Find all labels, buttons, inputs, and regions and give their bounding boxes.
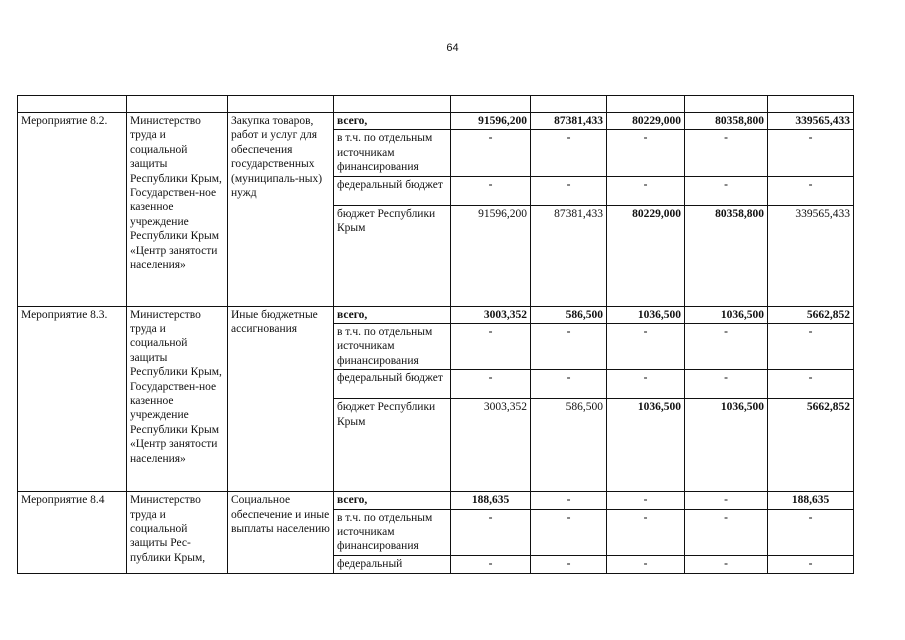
dash-cell: - [685, 492, 768, 509]
dash-cell: - [607, 509, 685, 555]
dash-cell: - [607, 176, 685, 205]
source-incl: в т.ч. по отдельным источникам финансирования [334, 509, 451, 555]
budget-table [17, 95, 854, 574]
source-federal: федеральный [334, 555, 451, 573]
table-row [18, 306, 854, 323]
amount-cell: 87381,433 [531, 205, 607, 306]
source-regional: бюджет Республики Крым [334, 399, 451, 492]
event-name: Мероприятие 8.4 [18, 492, 127, 574]
amount-cell: 1036,500 [607, 399, 685, 492]
header-cut-row [18, 96, 854, 113]
amount-cell: 5662,852 [768, 399, 854, 492]
dash-cell: - [685, 176, 768, 205]
expense-purpose: Закупка товаров, работ и услуг для обеспечения государственных (муниципаль-ных) нужд [228, 113, 334, 307]
event-name: Мероприятие 8.2. [18, 113, 127, 307]
source-incl: в т.ч. по отдельным источникам финансирования [334, 324, 451, 370]
dash-cell: - [685, 509, 768, 555]
source-regional: бюджет Республики Крым [334, 205, 451, 306]
dash-cell: - [685, 555, 768, 573]
executor: Министерство труда и социальной защиты Республики Крым, Государствен-ное казенное учреждение Республики Крым «Центр занятости населения» [127, 306, 228, 492]
amount-cell: 87381,433 [531, 113, 607, 130]
dash-cell: - [451, 370, 531, 399]
source-total: всего, [334, 306, 451, 323]
amount-cell: 91596,200 [451, 205, 531, 306]
dash-cell: - [451, 176, 531, 205]
amount-cell: 5662,852 [768, 306, 854, 323]
source-federal: федеральный бюджет [334, 176, 451, 205]
dash-cell: - [768, 130, 854, 176]
dash-cell: - [451, 130, 531, 176]
dash-cell: - [685, 130, 768, 176]
amount-cell: 188,635 [768, 492, 854, 509]
amount-cell: 1036,500 [607, 306, 685, 323]
amount-cell: 339565,433 [768, 113, 854, 130]
amount-cell: 1036,500 [685, 306, 768, 323]
executor: Министерство труда и социальной защиты Республики Крым, Государствен-ное казенное учреждение Республики Крым «Центр занятости населения» [127, 113, 228, 307]
dash-cell: - [451, 555, 531, 573]
event-name: Мероприятие 8.3. [18, 306, 127, 492]
source-total: всего, [334, 113, 451, 130]
dash-cell: - [607, 324, 685, 370]
dash-cell: - [768, 370, 854, 399]
amount-cell: 80358,800 [685, 113, 768, 130]
source-incl: в т.ч. по отдельным источникам финансирования [334, 130, 451, 176]
amount-cell: 80358,800 [685, 205, 768, 306]
dash-cell: - [685, 324, 768, 370]
dash-cell: - [607, 555, 685, 573]
dash-cell: - [768, 509, 854, 555]
table-row [18, 492, 854, 509]
amount-cell: 586,500 [531, 399, 607, 492]
amount-cell: 80229,000 [607, 205, 685, 306]
amount-cell: 586,500 [531, 306, 607, 323]
dash-cell: - [768, 324, 854, 370]
amount-cell: 1036,500 [685, 399, 768, 492]
dash-cell: - [451, 509, 531, 555]
dash-cell: - [531, 370, 607, 399]
dash-cell: - [531, 555, 607, 573]
amount-cell: 3003,352 [451, 399, 531, 492]
amount-cell: 188,635 [451, 492, 531, 509]
amount-cell: 3003,352 [451, 306, 531, 323]
amount-cell: 91596,200 [451, 113, 531, 130]
expense-purpose: Социальное обеспечение и иные выплаты населению [228, 492, 334, 574]
dash-cell: - [607, 130, 685, 176]
page-number: 64 [446, 42, 459, 54]
source-federal: федеральный бюджет [334, 370, 451, 399]
dash-cell: - [768, 555, 854, 573]
amount-cell: 80229,000 [607, 113, 685, 130]
dash-cell: - [607, 370, 685, 399]
dash-cell: - [607, 492, 685, 509]
amount-cell: 339565,433 [768, 205, 854, 306]
table-row [18, 113, 854, 130]
expense-purpose: Иные бюджетные ассигнования [228, 306, 334, 492]
dash-cell: - [685, 370, 768, 399]
dash-cell: - [531, 130, 607, 176]
dash-cell: - [531, 324, 607, 370]
dash-cell: - [768, 176, 854, 205]
dash-cell: - [531, 176, 607, 205]
executor: Министерство труда и социальной защиты Рес-публики Крым, [127, 492, 228, 574]
source-total: всего, [334, 492, 451, 509]
dash-cell: - [531, 492, 607, 509]
dash-cell: - [531, 509, 607, 555]
dash-cell: - [451, 324, 531, 370]
